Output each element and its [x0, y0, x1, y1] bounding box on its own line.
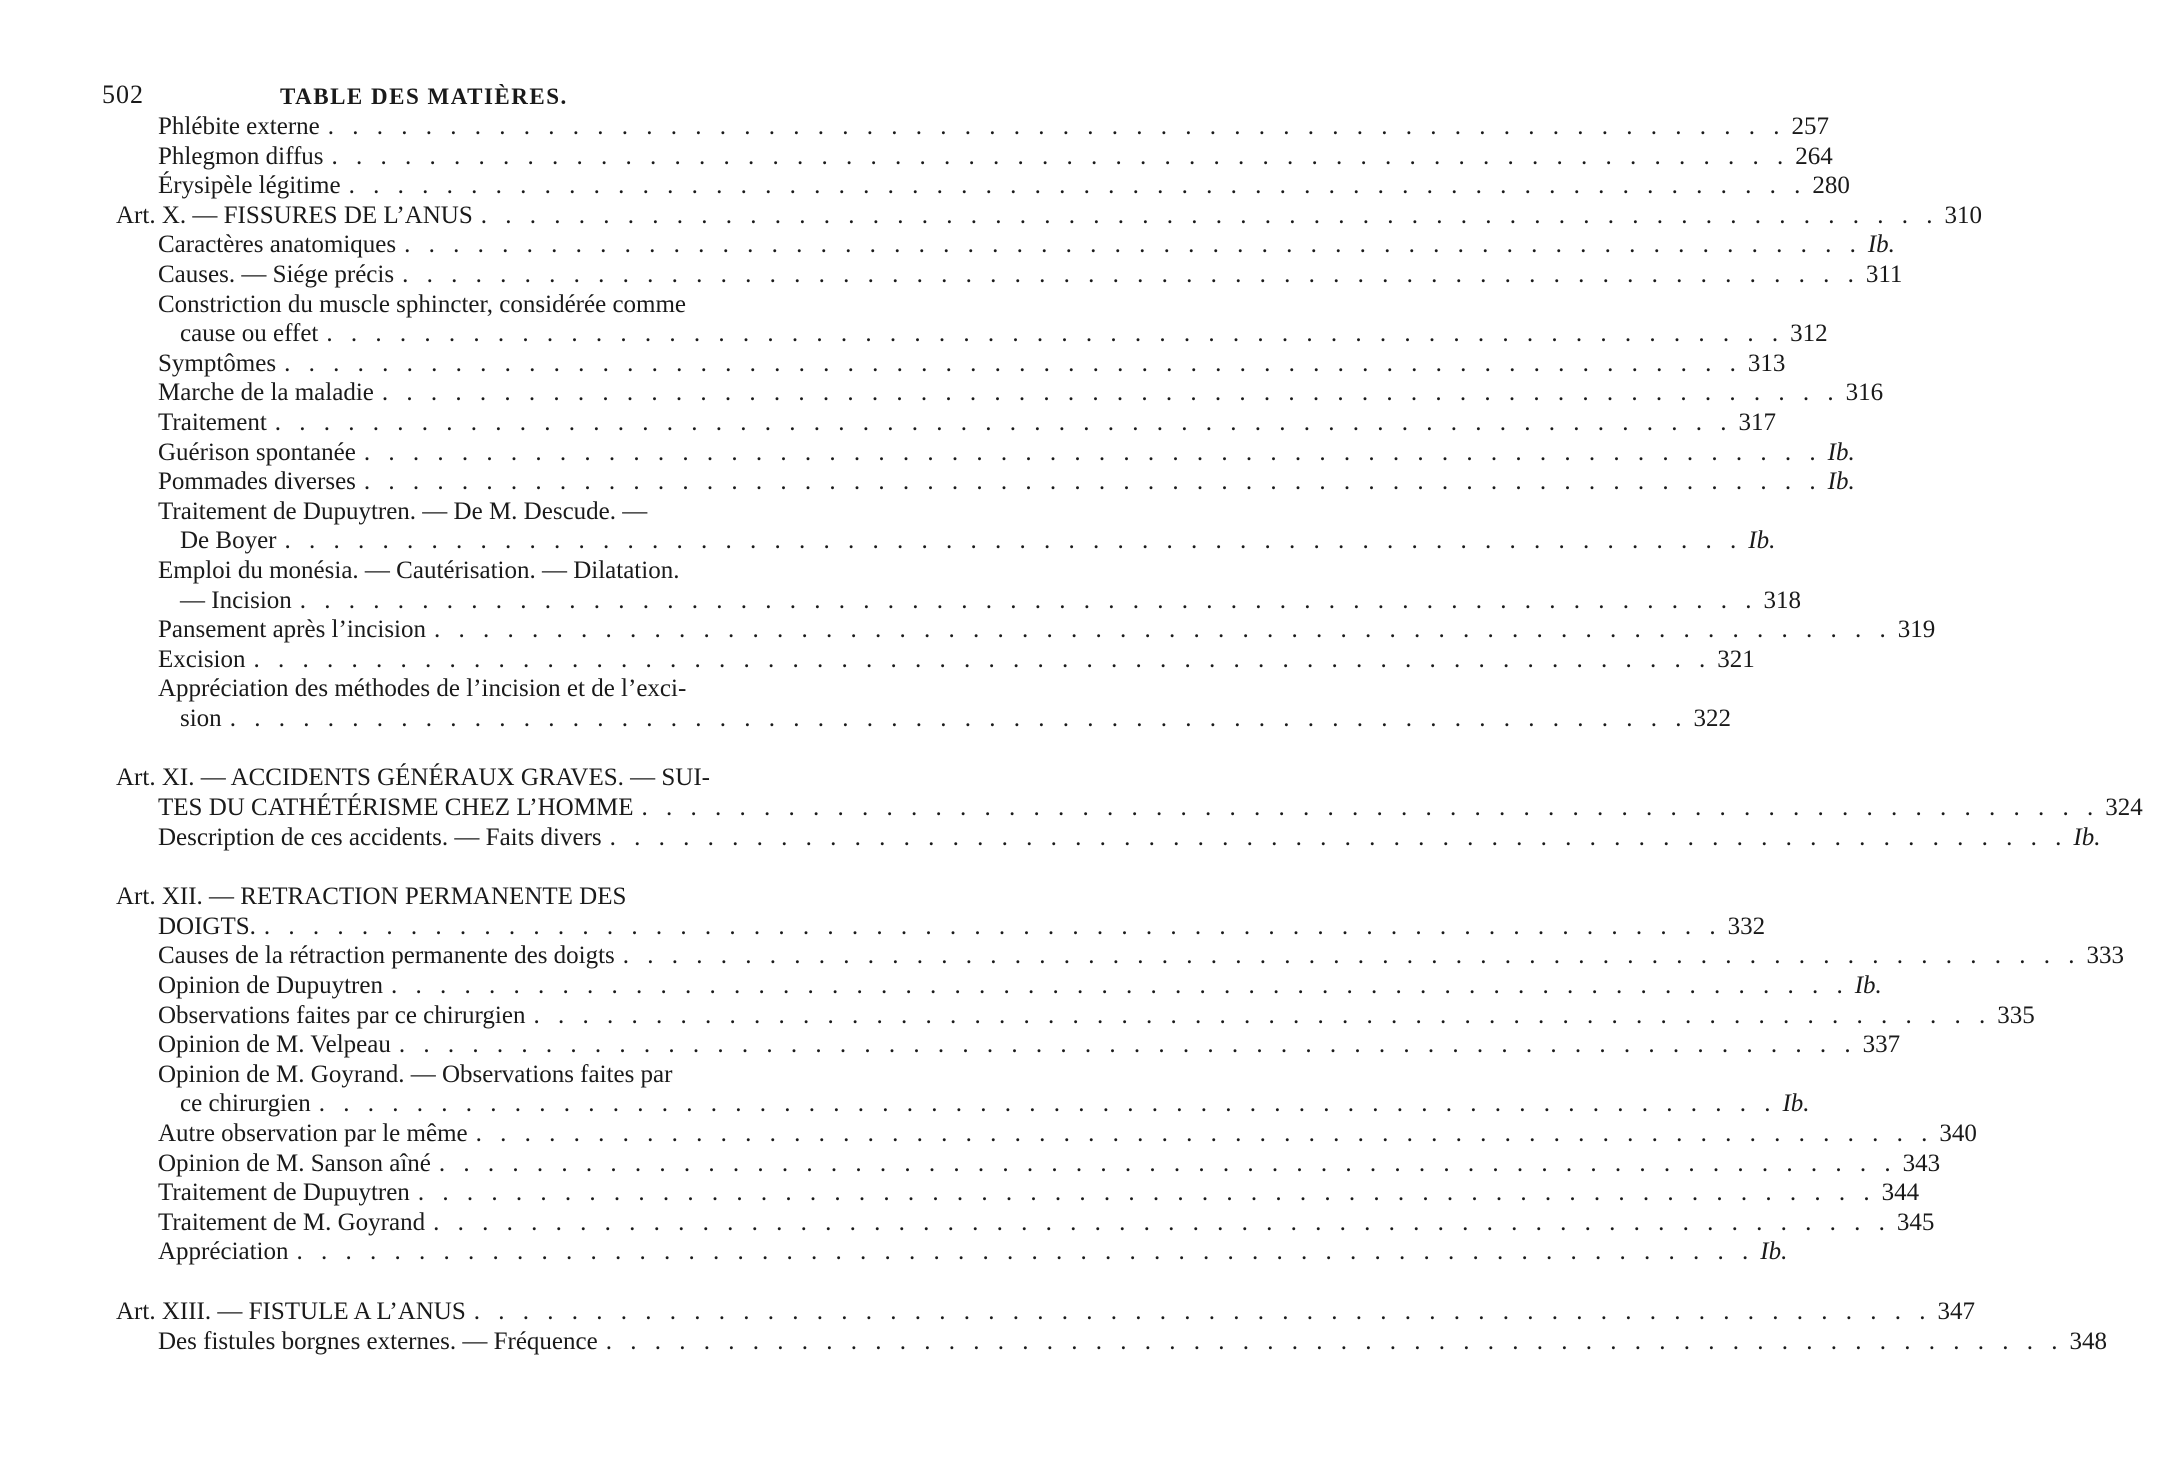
toc-entry	[0, 1001, 2035, 1031]
toc-entry-text: Art. XIII. — FISTULE A L’ANUS	[116, 1297, 466, 1325]
toc-entry	[0, 1237, 1788, 1267]
dot-leader: . . . . . . . . . . . . . . . . . . . . . . . . . . . . . . . . . . . . . . . . . . . . . . . . . . . . . . . . . . . .	[348, 172, 1807, 200]
toc-entry-text: Symptômes	[158, 349, 277, 377]
toc-page-number: 264	[1795, 142, 1833, 170]
toc-entry	[0, 1149, 1941, 1179]
toc-line	[0, 793, 2143, 823]
toc-entry-text: Art. XI. — ACCIDENTS GÉNÉRAUX GRAVES. — SUI-	[116, 764, 710, 792]
toc-page-number: 312	[1790, 320, 1828, 348]
toc-line	[0, 1208, 1935, 1238]
toc-entry-text: Opinion de M. Velpeau	[158, 1031, 391, 1059]
toc-line	[0, 467, 1855, 497]
toc-page-number: 310	[1944, 201, 1983, 229]
toc-page-number: 316	[1845, 379, 1884, 407]
dot-leader: . . . . . . . . . . . . . . . . . . . . . . . . . . . . . . . . . . . . . . . . . . . . . . . . . . . . . . . . . . . .	[605, 1327, 2064, 1355]
toc-entry	[0, 260, 1903, 290]
toc-line	[0, 319, 1828, 349]
toc-line	[0, 823, 2101, 853]
toc-entry-text: Phlegmon diffus	[158, 142, 324, 170]
toc-entry-text: Art. XII. — RETRACTION PERMANENTE DES	[116, 883, 627, 911]
toc-page-number: 344	[1881, 1179, 1920, 1207]
toc-page-number: Ib.	[1867, 231, 1895, 259]
toc-page-number: 347	[1937, 1297, 1976, 1325]
toc-line	[0, 290, 800, 320]
dot-leader: . . . . . . . . . . . . . . . . . . . . . . . . . . . . . . . . . . . . . . . . . . . . . . . . . . . . . . . . . . . .	[622, 942, 2081, 970]
toc-entry-text: — Incision	[180, 586, 292, 614]
toc-page-number: Ib.	[1782, 1090, 1810, 1118]
toc-page-number: 343	[1902, 1149, 1941, 1177]
toc-entry	[0, 112, 1829, 142]
toc-entry-text: Guérison spontanée	[158, 438, 356, 466]
dot-leader: . . . . . . . . . . . . . . . . . . . . . . . . . . . . . . . . . . . . . . . . . . . . . . . . . . . . . . . . . . . .	[473, 1297, 1932, 1325]
dot-leader: . . . . . . . . . . . . . . . . . . . . . . . . . . . . . . . . . . . . . . . . . . . . . . . . . . . . . . . . . . . .	[274, 408, 1733, 436]
toc-line	[0, 1030, 1901, 1060]
toc-line	[0, 1178, 1920, 1208]
toc-page-number: 335	[1997, 1001, 2035, 1029]
toc-article-entry	[0, 1297, 1976, 1327]
toc-line	[0, 971, 1882, 1001]
toc-line	[0, 408, 1777, 438]
toc-entry-text: Observations faites par ce chirurgien	[158, 1001, 526, 1029]
toc-article-entry	[0, 763, 2143, 822]
toc-entry-text: Autre observation par le même	[158, 1120, 468, 1147]
toc-entry-text: Opinion de M. Sanson aîné	[158, 1149, 431, 1177]
toc-line	[0, 1060, 800, 1090]
toc-entry-text: cause ou effet	[180, 320, 319, 348]
toc-line	[0, 556, 800, 586]
toc-line	[0, 615, 1936, 645]
dot-leader: . . . . . . . . . . . . . . . . . . . . . . . . . . . . . . . . . . . . . . . . . . . . . . . . . . . . . . . . . . . .	[263, 912, 1722, 940]
toc-entry	[0, 971, 1882, 1001]
toc-entry-text: Traitement	[158, 408, 267, 436]
toc-entry-text: Opinion de Dupuytren	[158, 972, 383, 1000]
toc-line	[0, 882, 800, 912]
toc-line	[0, 438, 1855, 468]
toc-entry	[0, 1119, 1977, 1149]
toc-line	[0, 112, 1829, 142]
toc-line	[0, 1119, 1977, 1149]
toc-page-number: 337	[1862, 1031, 1901, 1059]
toc-page-number: 311	[1865, 260, 1903, 288]
toc-line	[0, 142, 1833, 172]
toc-entry	[0, 438, 1855, 468]
toc-page-number: 348	[2069, 1327, 2107, 1355]
dot-leader: . . . . . . . . . . . . . . . . . . . . . . . . . . . . . . . . . . . . . . . . . . . . . . . . . . . . . . . . . . . .	[318, 1090, 1777, 1118]
toc-entry-text: Appréciation des méthodes de l’incision et de l’exci-	[158, 675, 687, 703]
table-of-contents	[0, 112, 2143, 1356]
toc-entry	[0, 378, 1884, 408]
toc-entry-text: Des fistules borgnes externes. — Fréquence	[158, 1327, 598, 1355]
toc-entry-text: Art. X. — FISSURES DE L’ANUS	[116, 201, 473, 229]
toc-entry-text: sion	[180, 704, 222, 732]
toc-entry	[0, 171, 1850, 201]
toc-entry-text: Pansement après l’incision	[158, 616, 426, 644]
dot-leader: . . . . . . . . . . . . . . . . . . . . . . . . . . . . . . . . . . . . . . . . . . . . . . . . . . . . . . . . . . . .	[417, 1179, 1876, 1207]
toc-line	[0, 378, 1884, 408]
toc-entry	[0, 349, 1786, 379]
toc-entry-text: Érysipèle légitime	[158, 172, 341, 200]
toc-entry-text: Causes. — Siége précis	[158, 260, 395, 288]
dot-leader: . . . . . . . . . . . . . . . . . . . . . . . . . . . . . . . . . . . . . . . . . . . . . . . . . . . . . . . . . . . .	[331, 142, 1790, 170]
dot-leader: . . . . . . . . . . . . . . . . . . . . . . . . . . . . . . . . . . . . . . . . . . . . . . . . . . . . . . . . . . . .	[284, 527, 1743, 555]
dot-leader: . . . . . . . . . . . . . . . . . . . . . . . . . . . . . . . . . . . . . . . . . . . . . . . . . . . . . . . . . . . .	[284, 349, 1742, 377]
dot-leader: . . . . . . . . . . . . . . . . . . . . . . . . . . . . . . . . . . . . . . . . . . . . . . . . . . . . . . . . . . . .	[480, 201, 1939, 229]
dot-leader: . . . . . . . . . . . . . . . . . . . . . . . . . . . . . . . . . . . . . . . . . . . . . . . . . . . . . . . . . . . .	[475, 1120, 1934, 1147]
toc-line	[0, 497, 800, 527]
toc-line	[0, 1001, 2035, 1031]
toc-line	[0, 260, 1903, 290]
toc-entry	[0, 230, 1895, 260]
toc-entry	[0, 1327, 2107, 1357]
toc-page-number: Ib.	[2073, 823, 2101, 851]
toc-entry	[0, 1060, 1810, 1119]
toc-page-number: 257	[1791, 113, 1829, 140]
page-number: 502	[102, 80, 144, 109]
toc-line	[0, 912, 1766, 942]
toc-page-number: 340	[1939, 1120, 1977, 1147]
toc-line	[0, 763, 800, 793]
toc-entry	[0, 674, 1731, 733]
toc-page-number: 332	[1727, 912, 1766, 940]
toc-entry	[0, 1208, 1935, 1238]
dot-leader: . . . . . . . . . . . . . . . . . . . . . . . . . . . . . . . . . . . . . . . . . . . . . . . . . . . . . . . . . . . .	[433, 1208, 1891, 1236]
toc-entry-text: DOIGTS.	[158, 912, 256, 940]
dot-leader: . . . . . . . . . . . . . . . . . . . . . . . . . . . . . . . . . . . . . . . . . . . . . . . . . . . . . . . . . . . .	[299, 586, 1758, 614]
toc-entry	[0, 1030, 1901, 1060]
toc-entry	[0, 290, 1828, 349]
toc-line	[0, 349, 1786, 379]
toc-page-number: 318	[1763, 586, 1802, 614]
toc-entry-text: Constriction du muscle sphincter, considérée comme	[158, 290, 687, 318]
toc-line	[0, 704, 1731, 734]
toc-entry-text: Appréciation	[158, 1238, 289, 1266]
toc-line	[0, 645, 1755, 675]
toc-page-number: 319	[1897, 616, 1936, 644]
toc-entry	[0, 941, 2125, 971]
toc-line	[0, 674, 800, 704]
dot-leader: . . . . . . . . . . . . . . . . . . . . . . . . . . . . . . . . . . . . . . . . . . . . . . . . . . . . . . . . . . . .	[404, 231, 1862, 259]
page-header	[102, 76, 702, 116]
toc-entry	[0, 408, 1777, 438]
dot-leader: . . . . . . . . . . . . . . . . . . . . . . . . . . . . . . . . . . . . . . . . . . . . . . . . . . . . . . . . . . . .	[434, 616, 1892, 644]
toc-entry-text: Traitement de Dupuytren. — De M. Descude. —	[158, 497, 648, 525]
toc-entry	[0, 497, 1776, 556]
toc-article-entry	[0, 882, 1766, 941]
toc-entry-text: Traitement de Dupuytren	[158, 1179, 410, 1207]
dot-leader: . . . . . . . . . . . . . . . . . . . . . . . . . . . . . . . . . . . . . . . . . . . . . . . . . . . . . . . . . . . .	[381, 379, 1840, 407]
dot-leader: . . . . . . . . . . . . . . . . . . . . . . . . . . . . . . . . . . . . . . . . . . . . . . . . . . . . . . . . . . . .	[398, 1031, 1857, 1059]
toc-line	[0, 941, 2125, 971]
dot-leader: . . . . . . . . . . . . . . . . . . . . . . . . . . . . . . . . . . . . . . . . . . . . . . . . . . . . . . . . . . . .	[533, 1001, 1992, 1029]
toc-line	[0, 1297, 1976, 1327]
toc-entry	[0, 467, 1855, 497]
toc-entry-text: TES DU CATHÉTÉRISME CHEZ L’HOMME	[158, 794, 634, 822]
toc-line	[0, 230, 1895, 260]
dot-leader: . . . . . . . . . . . . . . . . . . . . . . . . . . . . . . . . . . . . . . . . . . . . . . . . . . . . . . . . . . . .	[641, 794, 2100, 822]
toc-page-number: 313	[1747, 349, 1786, 377]
dot-leader: . . . . . . . . . . . . . . . . . . . . . . . . . . . . . . . . . . . . . . . . . . . . . . . . . . . . . . . . . . . .	[390, 972, 1849, 1000]
toc-line	[0, 201, 1983, 231]
toc-entry-text: Traitement de M. Goyrand	[158, 1208, 426, 1236]
section-gap	[0, 1267, 800, 1297]
toc-entry-text: Phlébite externe	[158, 113, 320, 140]
toc-line	[0, 1089, 1810, 1119]
toc-page-number: Ib.	[1827, 438, 1855, 466]
dot-leader: . . . . . . . . . . . . . . . . . . . . . . . . . . . . . . . . . . . . . . . . . . . . . . . . . . . . . . . . . . . .	[229, 704, 1688, 732]
toc-line	[0, 1327, 2107, 1357]
toc-entry-text: De Boyer	[180, 527, 277, 555]
toc-entry-text: Description de ces accidents. — Faits divers	[158, 823, 602, 851]
toc-entry	[0, 823, 2101, 853]
dot-leader: . . . . . . . . . . . . . . . . . . . . . . . . . . . . . . . . . . . . . . . . . . . . . . . . . . . . . . . . . . . .	[296, 1238, 1755, 1266]
toc-page-number: 324	[2105, 794, 2143, 822]
toc-page-number: Ib.	[1748, 527, 1776, 555]
toc-line	[0, 1237, 1788, 1267]
toc-page-number: Ib.	[1854, 972, 1882, 1000]
toc-entry	[0, 1178, 1920, 1208]
toc-article-entry	[0, 201, 1983, 231]
toc-entry	[0, 645, 1755, 675]
toc-entry-text: Excision	[158, 645, 246, 673]
toc-page-number: Ib.	[1827, 468, 1855, 496]
toc-line	[0, 526, 1776, 556]
toc-entry	[0, 556, 1802, 615]
dot-leader: . . . . . . . . . . . . . . . . . . . . . . . . . . . . . . . . . . . . . . . . . . . . . . . . . . . . . . . . . . . .	[326, 320, 1785, 348]
toc-line	[0, 586, 1802, 616]
toc-page-number: 322	[1693, 704, 1731, 732]
toc-line	[0, 171, 1850, 201]
dot-leader: . . . . . . . . . . . . . . . . . . . . . . . . . . . . . . . . . . . . . . . . . . . . . . . . . . . . . . . . . . . .	[609, 823, 2068, 851]
toc-entry-text: Pommades diverses	[158, 468, 356, 496]
toc-page-number: Ib.	[1760, 1238, 1788, 1266]
toc-entry-text: ce chirurgien	[180, 1090, 311, 1118]
toc-entry-text: Emploi du monésia. — Cautérisation. — Dilatation.	[158, 556, 680, 584]
toc-line	[0, 1149, 1941, 1179]
dot-leader: . . . . . . . . . . . . . . . . . . . . . . . . . . . . . . . . . . . . . . . . . . . . . . . . . . . . . . . . . . . .	[402, 260, 1860, 288]
toc-page-number: 345	[1896, 1208, 1935, 1236]
toc-page-number: 333	[2086, 942, 2125, 970]
toc-page-number: 317	[1738, 408, 1777, 436]
toc-entry-text: Causes de la rétraction permanente des doigts	[158, 942, 615, 970]
section-gap	[0, 733, 800, 763]
toc-page-number: 321	[1717, 645, 1755, 673]
dot-leader: . . . . . . . . . . . . . . . . . . . . . . . . . . . . . . . . . . . . . . . . . . . . . . . . . . . . . . . . . . . .	[327, 113, 1786, 140]
toc-entry	[0, 615, 1936, 645]
section-gap	[0, 852, 800, 882]
toc-page-number: 280	[1812, 172, 1850, 200]
dot-leader: . . . . . . . . . . . . . . . . . . . . . . . . . . . . . . . . . . . . . . . . . . . . . . . . . . . . . . . . . . . .	[363, 468, 1822, 496]
toc-entry-text: Caractères anatomiques	[158, 231, 397, 259]
dot-leader: . . . . . . . . . . . . . . . . . . . . . . . . . . . . . . . . . . . . . . . . . . . . . . . . . . . . . . . . . . . .	[363, 438, 1822, 466]
running-title: TABLE DES MATIÈRES.	[280, 84, 568, 109]
toc-entry	[0, 142, 1833, 172]
toc-entry-text: Opinion de M. Goyrand. — Observations faites par	[158, 1060, 673, 1088]
dot-leader: . . . . . . . . . . . . . . . . . . . . . . . . . . . . . . . . . . . . . . . . . . . . . . . . . . . . . . . . . . . .	[438, 1149, 1897, 1177]
dot-leader: . . . . . . . . . . . . . . . . . . . . . . . . . . . . . . . . . . . . . . . . . . . . . . . . . . . . . . . . . . . .	[253, 645, 1712, 673]
toc-entry-text: Marche de la maladie	[158, 379, 374, 407]
